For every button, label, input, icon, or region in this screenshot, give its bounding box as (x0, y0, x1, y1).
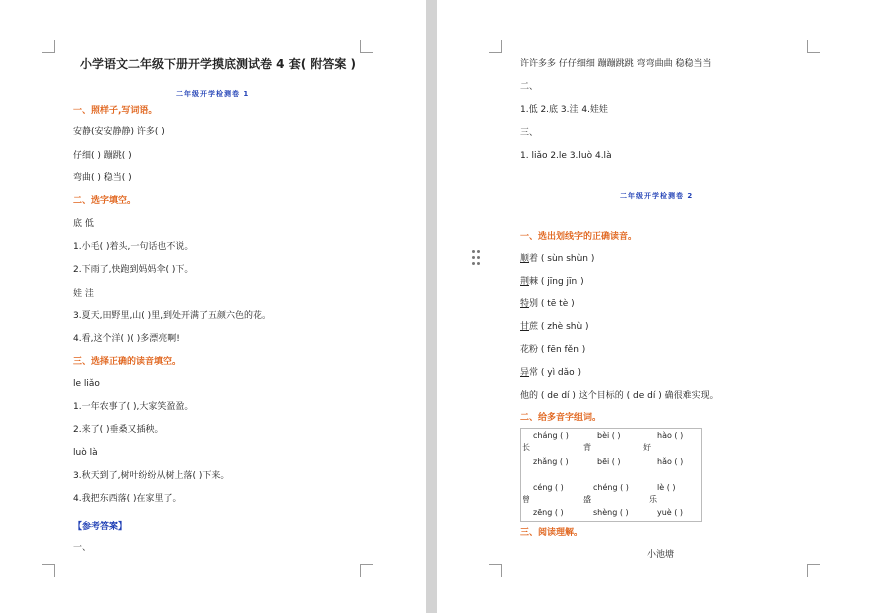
doc-title: 小学语文二年级下册开学摸底测试卷 4 套( 附答案 ) (80, 57, 357, 71)
section-heading: 一、选出划线字的正确读音。 (520, 232, 638, 242)
table-cell: 乐 (649, 495, 657, 504)
section-heading: 三、阅读理解。 (520, 528, 584, 538)
question-line: 顺着 ( sùn shùn ) (520, 254, 595, 264)
table-cell: cháng ( ) (533, 431, 569, 440)
underlined-char: 甘 (520, 322, 530, 332)
table-cell: hào ( ) (657, 431, 684, 440)
question-line: 特别 ( tē tè ) (520, 299, 575, 309)
page-corner-mark (807, 564, 820, 577)
word-pair: 底 低 (73, 219, 94, 229)
question-line: 3.夏天,田野里,山( )里,到处开满了五颜六色的花。 (73, 311, 272, 321)
question-line: 2.下雨了,快跑到妈妈伞( )下。 (73, 265, 194, 275)
section-heading: 一、照样子,写词语。 (73, 106, 158, 116)
drag-handle-icon[interactable] (472, 250, 482, 266)
reading-title: 小池塘 (647, 550, 675, 560)
question-line: 1.小毛( )着头,一句话也不说。 (73, 242, 194, 252)
page-corner-mark (360, 564, 373, 577)
table-cell: shèng ( ) (593, 508, 629, 517)
polyphone-table (520, 428, 702, 522)
underlined-char: 异 (520, 368, 530, 378)
question-line: 荆棘 ( jīng jīn ) (520, 277, 584, 287)
answer-line: 一、 (73, 543, 92, 553)
word-pair: 娃 洼 (73, 289, 94, 299)
table-cell: chéng ( ) (593, 483, 629, 492)
exam-subtitle: 二年级开学检测卷 2 (620, 192, 694, 200)
question-line: 4.看,这个洋( )( )多漂亮啊! (73, 334, 180, 344)
question-line: 花粉 ( fēn fěn ) (520, 345, 586, 355)
question-line: 1.一年农事了( ),大家笑盈盈。 (73, 402, 194, 412)
page-corner-mark (360, 40, 373, 53)
question-line: 2.来了( )垂桑又插秧。 (73, 425, 164, 435)
page-corner-mark (42, 564, 55, 577)
table-cell: hǎo ( ) (657, 457, 684, 466)
section-heading: 二、选字填空。 (73, 196, 137, 206)
table-cell: bēi ( ) (597, 457, 621, 466)
exam-subtitle: 二年级开学检测卷 1 (176, 90, 250, 98)
answer-line: 1.低 2.底 3.洼 4.娃娃 (520, 105, 608, 115)
answer-line: 1. liǎo 2.le 3.luò 4.là (520, 151, 612, 161)
answer-line: 三、 (520, 128, 539, 138)
table-cell: bèi ( ) (597, 431, 621, 440)
table-cell: céng ( ) (533, 483, 564, 492)
page-corner-mark (489, 40, 502, 53)
question-line: 4.我把东西落( )在家里了。 (73, 494, 182, 504)
table-cell: 长 (522, 443, 530, 452)
question-line: 安静(安安静静) 许多( ) (73, 127, 165, 137)
underlined-char: 顺 (520, 254, 530, 264)
table-cell: 背 (583, 443, 591, 452)
table-cell: lè ( ) (657, 483, 676, 492)
question-line: 3.秋天到了,树叶纷纷从树上落( )下来。 (73, 471, 230, 481)
document-page-right (437, 0, 870, 613)
table-cell: zhǎng ( ) (533, 457, 569, 466)
question-line: 他的 ( de dí ) 这个目标的 ( de dí ) 确很难实现。 (520, 391, 719, 401)
question-line: 仔细( ) 蹦跳( ) (73, 151, 132, 161)
pinyin-pair: luò là (73, 448, 98, 458)
underlined-char: 荆 (520, 277, 530, 287)
table-cell: 盛 (583, 495, 591, 504)
underlined-char: 特 (520, 299, 530, 309)
table-cell: 曾 (522, 495, 530, 504)
table-cell: 好 (643, 443, 651, 452)
answer-line: 许许多多 仔仔细细 蹦蹦跳跳 弯弯曲曲 稳稳当当 (520, 59, 712, 69)
page-corner-mark (489, 564, 502, 577)
page-corner-mark (42, 40, 55, 53)
question-line: 异常 ( yì dǎo ) (520, 368, 582, 378)
document-page-left (0, 0, 426, 613)
table-cell: yuè ( ) (657, 508, 684, 517)
table-cell: zēng ( ) (533, 508, 564, 517)
page-corner-mark (807, 40, 820, 53)
answer-line: 二、 (520, 82, 539, 92)
section-heading: 二、给多音字组词。 (520, 413, 602, 423)
question-line: 弯曲( ) 稳当( ) (73, 173, 132, 183)
question-line: 甘蔗 ( zhè shù ) (520, 322, 589, 332)
section-heading: 三、选择正确的读音填空。 (73, 357, 182, 367)
answer-key-title: 【参考答案】 (73, 522, 128, 532)
pinyin-pair: le liǎo (73, 379, 100, 389)
